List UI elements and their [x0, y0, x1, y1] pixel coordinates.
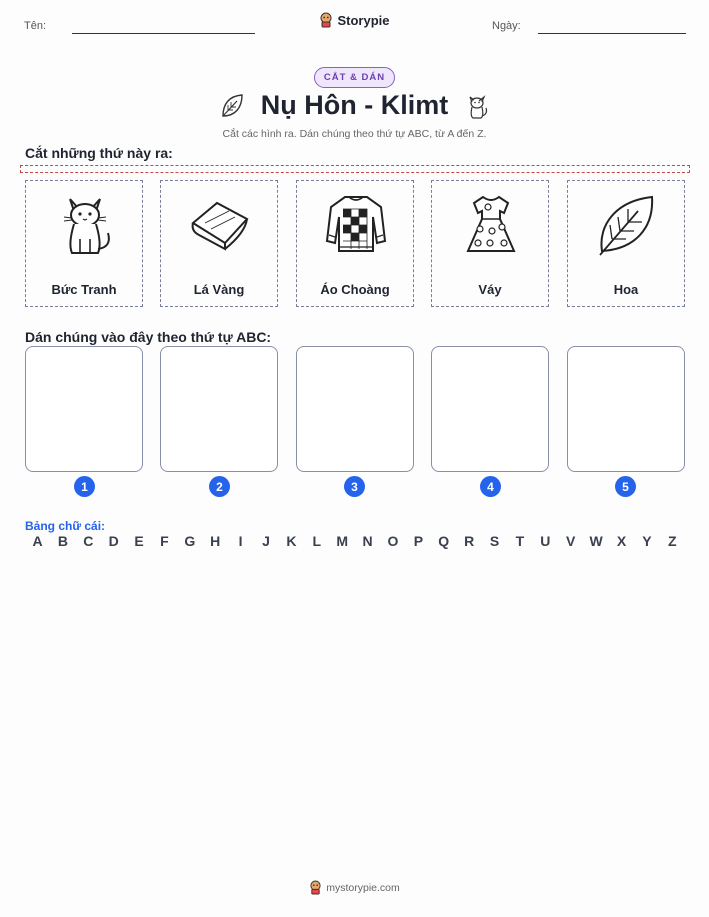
brand-name: Storypie — [337, 12, 390, 28]
alphabet-letter: A — [32, 533, 43, 549]
name-line — [72, 33, 255, 34]
paste-slot-3[interactable] — [296, 346, 414, 472]
slot-number: 1 — [74, 476, 95, 497]
alphabet-letter: O — [387, 533, 399, 549]
paste-slot-2[interactable] — [160, 346, 278, 472]
card-label: Váy — [478, 282, 502, 297]
alphabet-letter: Q — [438, 533, 450, 549]
alphabet-letter: H — [210, 533, 221, 549]
alphabet-letter: X — [616, 533, 627, 549]
brand-logo — [0, 12, 709, 28]
storypie-mascot-icon — [309, 880, 322, 895]
alphabet-letter: K — [286, 533, 297, 549]
name-label: Tên: — [24, 20, 47, 32]
alphabet-letter: Y — [642, 533, 652, 549]
paste-slot-4[interactable] — [431, 346, 549, 472]
alphabet-letter: T — [515, 533, 525, 549]
cloth-icon — [185, 189, 255, 259]
cat-icon — [50, 189, 120, 259]
alphabet-letter: Z — [667, 533, 677, 549]
alphabet-letter: V — [566, 533, 576, 549]
alphabet-letter: U — [540, 533, 551, 549]
slot-number: 3 — [344, 476, 365, 497]
page-title: Nụ Hôn - Klimt — [260, 90, 449, 120]
activity-badge: CẮT & DÁN — [314, 67, 395, 88]
slot-number: 5 — [615, 476, 636, 497]
alphabet-letter: L — [312, 533, 322, 549]
paste-slot-1[interactable] — [25, 346, 143, 472]
alphabet-letter: S — [489, 533, 500, 549]
slot-number: 4 — [480, 476, 501, 497]
footer-url[interactable]: mystorypie.com — [326, 881, 400, 894]
cut-card-ao-choang[interactable] — [296, 180, 414, 307]
cut-section-heading: Cắt những thứ này ra: — [25, 145, 173, 161]
alphabet-letter: N — [362, 533, 373, 549]
alphabet-letter: I — [238, 533, 243, 549]
cat-icon — [464, 92, 490, 120]
alphabet-letter: C — [83, 533, 94, 549]
paste-slot-5[interactable] — [567, 346, 685, 472]
cut-card-vay[interactable] — [431, 180, 549, 307]
alphabet-letter: D — [108, 533, 119, 549]
alphabet-letter: W — [589, 533, 603, 549]
date-line — [538, 33, 686, 34]
footer — [0, 880, 709, 895]
alphabet-letter: R — [464, 533, 475, 549]
alphabet-letter: G — [184, 533, 196, 549]
alphabet-letter: M — [336, 533, 349, 549]
instructions: Cắt các hình ra. Dán chúng theo thứ tự ABC, từ A đến Z. — [222, 128, 487, 140]
cut-card-buc-tranh[interactable] — [25, 180, 143, 307]
card-label: Áo Choàng — [320, 282, 390, 297]
alphabet-letter: F — [160, 533, 169, 549]
slot-number: 2 — [209, 476, 230, 497]
paste-section-heading: Dán chúng vào đây theo thứ tự ABC: — [25, 329, 272, 345]
date-label: Ngày: — [492, 20, 521, 32]
alphabet-letter: E — [134, 533, 144, 549]
alphabet-letter: P — [413, 533, 424, 549]
alphabet-heading: Bảng chữ cái: — [25, 519, 106, 533]
card-label: Hoa — [613, 282, 639, 297]
sweater-icon — [321, 189, 391, 259]
alphabet-letter: J — [262, 533, 270, 549]
dress-icon — [456, 189, 526, 259]
alphabet-letter: B — [57, 533, 68, 549]
card-label: Bức Tranh — [51, 282, 117, 297]
cut-card-hoa[interactable] — [567, 180, 685, 307]
cut-dashed-line — [20, 165, 690, 173]
alphabet-row — [25, 533, 685, 549]
cut-card-la-vang[interactable] — [160, 180, 278, 307]
leaf-icon — [219, 92, 245, 120]
storypie-mascot-icon — [319, 12, 333, 28]
leaf-icon — [592, 189, 662, 259]
card-label: Lá Vàng — [193, 282, 245, 297]
